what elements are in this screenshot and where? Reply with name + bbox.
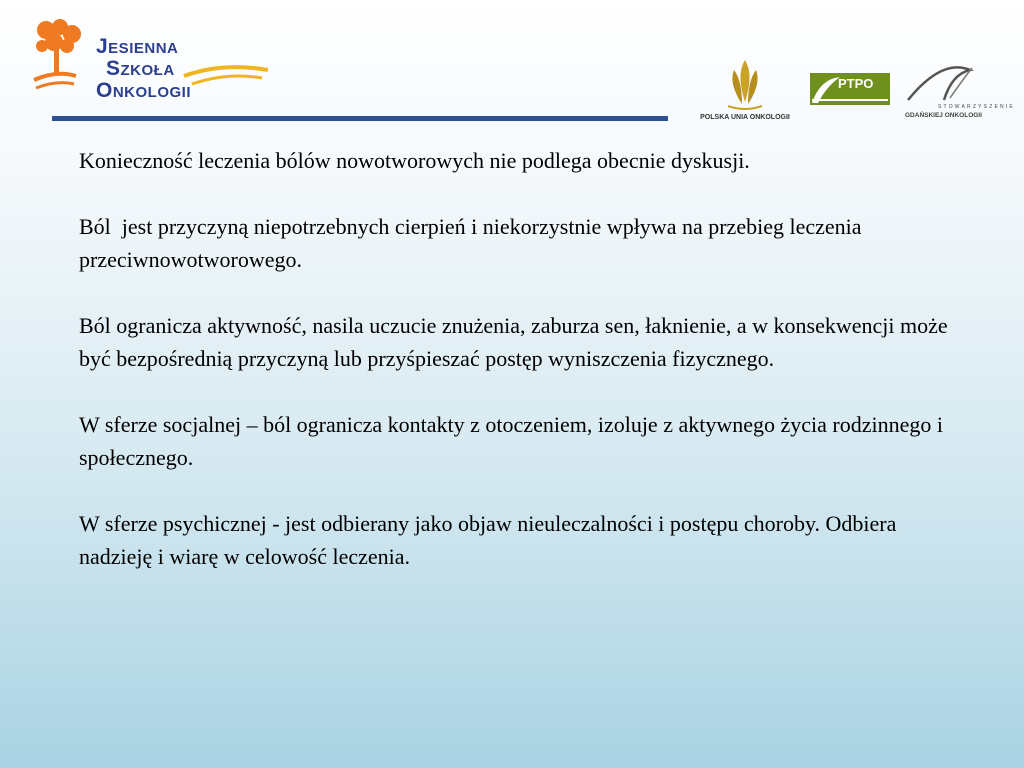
gdanskiej-onkologii-label: GDAŃSKIEJ ONKOLOGII — [905, 112, 982, 119]
tree-icon — [32, 18, 96, 108]
paragraph-5: W sferze psychicznej - jest odbierany jako objaw nieuleczalności i postępu choroby. Odbiera nadzieję i wiarę w celowość leczenia. — [79, 511, 902, 569]
paragraph-3: Ból ogranicza aktywność, nasila uczucie znużenia, zaburza sen, łaknienie, a w konsekwencji może być bezpośrednią przyczyną lub przyśpieszać postęp wyniszczenia fizycznego. — [79, 313, 954, 371]
polska-unia-onkologii-logo — [690, 56, 800, 126]
paragraph-1: Konieczność leczenia bólów nowotworowych nie podlega obecnie dyskusji. — [79, 148, 750, 173]
ptpo-logo — [810, 73, 890, 105]
logo-line-1: Jesienna — [96, 35, 179, 58]
paragraph-4: W sferze socjalnej – ból ogranicza kontakty z otoczeniem, izoluje z aktywnego życia rodzinnego i społecznego. — [79, 412, 949, 470]
header-divider — [52, 116, 668, 121]
jesienna-szkola-logo — [32, 18, 272, 108]
slide-body — [79, 144, 954, 606]
wheat-icon — [690, 56, 800, 112]
swoosh-decoration-icon — [182, 58, 272, 88]
logo-line-2: Szkoła — [106, 57, 175, 80]
logo-line-3: Onkologii — [96, 79, 191, 102]
stowarzyszenie-label: STOWARZYSZENIE — [938, 104, 1015, 110]
stowarzyszenie-gdanskiej-onkologii-logo — [902, 64, 1015, 126]
logo-text — [96, 36, 191, 102]
paragraph-2: Ból jest przyczyną niepotrzebnych cierpień i niekorzystnie wpływa na przebieg leczenia przeciwnowotworowego. — [79, 214, 868, 272]
swoosh-icon — [902, 64, 1002, 104]
polska-unia-label: POLSKA UNIA ONKOLOGII — [700, 114, 790, 121]
ptpo-label: PTPO — [838, 76, 874, 91]
